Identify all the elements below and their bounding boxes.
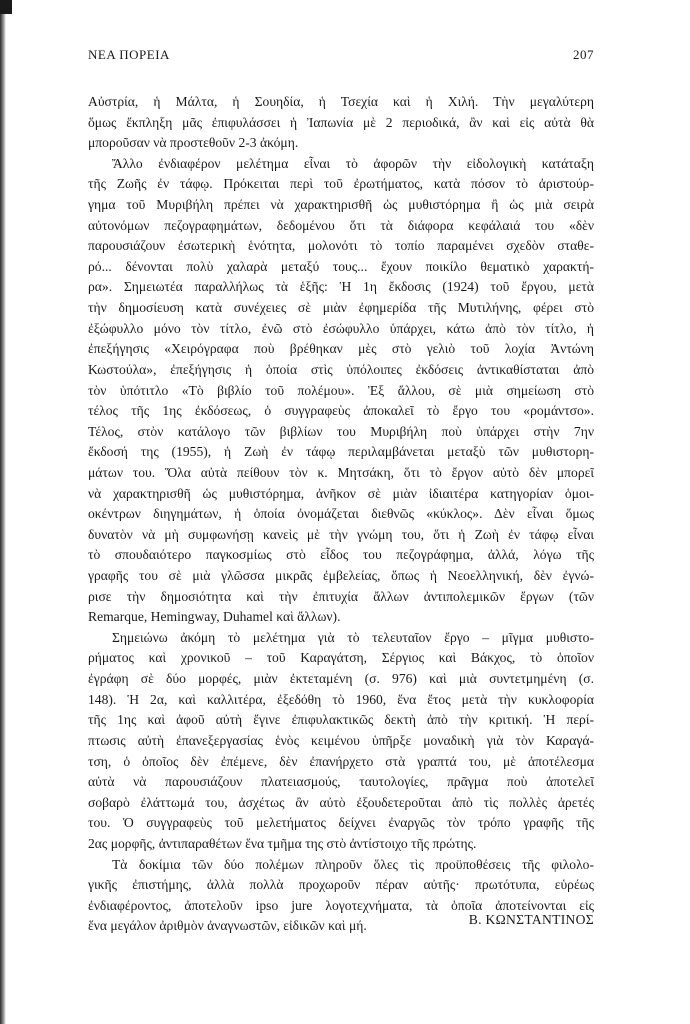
text-line: ὅμως ἔκπληξη μᾶς ἐπιφυλάσσει ἡ Ἰαπωνία μὲ 2 περιοδικά, ἂν καὶ εἰς αὐτὰ θὰ — [88, 114, 594, 130]
text-line: νὰ χαρακτηρισθῆ ὡς μυθιστόρημα, ἀνῆκον σὲ μιὰν ἰδιαιτέρα κατηγορίαν ὁμοι- — [88, 485, 594, 501]
text-line: 2ας μορφῆς, ἀντιπαραθέτων ἕνα τμῆμα της στὸ ἀντίστοιχο τῆς πρώτης. — [88, 835, 477, 851]
text-line: γημα τοῦ Μυριβήλη πρέπει νὰ χαρακτηρισθῆ ὡς μυθιστόρημα ἢ ὡς μιὰ σειρὰ — [88, 197, 594, 213]
page-edge-shadow — [0, 0, 6, 1024]
text-line: Σημειώνω ἀκόμη τὸ μελέτημα γιὰ τὸ τελευταῖον ἔργο – μῖγμα μυθιστο- — [112, 629, 594, 645]
page-corner-mark — [0, 0, 12, 14]
text-line: οκέντρων διηγημάτων, ἡ ὁποία ὀνομάζεται διεθνῶς «κύκλος». Δὲν εἶναι ὅμως — [88, 506, 594, 522]
text-line: τῆς 1ης καὶ ἀφοῦ αὐτὴ ἔγινε ἐπιφυλακτικῶς δεκτὴ ἀπὸ τὴν κριτική. Ἡ περί- — [88, 712, 594, 728]
text-line: αὐτὰ νὰ παρουσιάζουν πλατειασμούς, ταυτολογίες, πρᾶγμα ποὺ ἀποτελεῖ — [88, 774, 594, 790]
text-line: ἐγράφη σὲ δύο μορφές, μιὰν ἐκτεταμένη (σ. 976) καὶ μιὰ συντετμημένη (σ. — [88, 671, 594, 687]
text-line: ἔκδοσή της (1955), ἡ Ζωὴ ἐν τάφῳ περιλαμβάνεται μεταξὺ τῶν μυθιστορη- — [88, 444, 594, 460]
text-line: τέλος τῆς 1ης ἐκδόσεως, ὁ συγγραφεὺς ἀποκαλεῖ τὸ ἔργο του «ρομάντσο». — [88, 403, 594, 419]
text-line: 148). Ἡ 2α, καὶ καλλιτέρα, ἐξεδόθη τὸ 1960, ἕνα ἔτος μετὰ τὴν κυκλοφορία — [88, 691, 594, 707]
text-line: του. Ὁ συγγραφεὺς τοῦ μελετήματος δείχνει ἐναργῶς τὸν τρόπο γραφῆς τῆς — [88, 815, 594, 831]
text-line: τση, ὁ ὁποῖος δὲν ἐπέμενε, δὲν ἐπανήρχετο στὰ γραπτά του, μὲ ἀποτέλεσμα — [88, 753, 594, 769]
text-line: ἐπεξήγησις «Χειρόγραφα ποὺ βρέθηκαν μὲς στὸ γελιὸ τοῦ λοχία Ἀντώνη — [88, 341, 594, 357]
text-line: τὸ σπουδαιότερο παγκοσμίως στὸ εἶδος του πεζογράφημα, ἀλλά, λόγω τῆς — [88, 547, 594, 563]
text-line: μάτων του. Ὅλα αὐτὰ πείθουν τὸν κ. Μητσάκη, ὅτι τὸ ἔργον αὐτὸ δὲν μπορεῖ — [88, 464, 594, 480]
text-line: ρισε τὴν δημοσιότητα καὶ τὴν ἐπιτυχία ἄλλων ἀντιπολεμικῶν ἔργων (τῶν — [88, 588, 594, 604]
body-text — [88, 92, 594, 937]
text-line: παρουσιάζουν ἐσωτερικὴ ἑνότητα, μολονότι τὸ τοπίο παραμένει σχεδὸν σταθε- — [88, 238, 594, 254]
text-line: Αὐστρία, ἡ Μάλτα, ἡ Σουηδία, ἡ Τσεχία καὶ ἡ Χιλή. Τὴν μεγαλύτερη — [88, 94, 594, 109]
text-line: ρήματος καὶ χρονικοῦ – τοῦ Καραγάτση, Σέργιος καὶ Βάκχος, τὸ ὁποῖον — [88, 650, 594, 666]
text-line: Ἄλλο ἐνδιαφέρον μελέτημα εἶναι τὸ ἀφορῶν τὴν εἰδολογικὴ κατάταξη — [112, 155, 594, 171]
text-line: πτωσις αὐτὴ ἐπανεξεργασίας ἑνὸς κειμένου ὑπῆρξε μοναδικὴ γιὰ τὸν Καραγά- — [88, 732, 594, 748]
text-line: Κωστούλα», ἐπεξήγησις ἡ ὁποία στὶς ὑπόλοιπες ἐκδόσεις ἀντικαθίσταται ἀπὸ — [88, 361, 594, 377]
text-line: ἐνδιαφέροντος, ἀποτελοῦν ipso jure λογοτεχνήματα, τὰ ὁποῖα ἀποτείνονται εἰς — [88, 897, 594, 913]
text-line: γραφῆς του σὲ μιὰ γλῶσσα μικρᾶς ἐμβελείας, ὅπως ἡ Νεοελληνική, δὲν ἐγνώ- — [88, 568, 594, 584]
text-line: τὸν ὑπότιτλο «Τὸ βιβλίο τοῦ πολέμου». Ἐξ ἄλλου, σὲ μιὰ σημείωση στὸ — [88, 382, 594, 398]
text-line: δυνατὸν νὰ μὴ συμφωνήσῃ κανεὶς μὲ τὴν γνώμη του, ὅτι ἡ Ζωὴ ἐν τάφῳ εἶναι — [88, 526, 594, 542]
text-line: ρό... δένονται πολὺ χαλαρὰ μεταξύ τους... ἔχουν ποικίλο θεματικὸ χαρακτή- — [88, 258, 594, 274]
text-line: ρα». Σημειωτέα παραλλήλως τὰ ἑξῆς: Ἡ 1η ἔκδοσις (1924) τοῦ ἔργου, μετὰ — [88, 279, 594, 295]
page-number: 207 — [573, 47, 594, 62]
text-line: αὐτονόμων πεζογραφημάτων, δεδομένου ὅτι τὰ διάφορα κεφάλαιά του «δὲν — [88, 217, 594, 233]
text-line: Τέλος, στὸν κατάλογο τῶν βιβλίων του Μυριβήλη ποὺ ὑπάρχει στὴν 7ην — [88, 423, 594, 439]
text-line: σοβαρὸ ἐλάττωμά του, ἀσχέτως ἂν αὐτὸ ἐξουδετεροῦται ἀπὸ τὶς πολλὲς ἀρετές — [88, 794, 594, 810]
text-line: τῆς Ζωῆς ἐν τάφῳ. Πρόκειται περὶ τοῦ ἐρωτήματος, κατὰ πόσον τὸ ἀριστούρ- — [88, 176, 594, 192]
text-line: Τὰ δοκίμια τῶν δύο πολέμων πληροῦν ὅλες τὶς προϋποθέσεις τῆς φιλολο- — [112, 856, 594, 872]
running-head: ΝΕΑ ΠΟΡΕΙΑ — [88, 47, 170, 62]
author-signature: Β. ΚΩΝΣΤΑΝΤΙΝΟΣ — [468, 912, 594, 927]
text-line: γικῆς ἐπιστήμης, ἀλλὰ πολλὰ προχωροῦν πέραν αὐτῆς· πρωτότυπα, εὑρέως — [88, 877, 594, 893]
text-line: τὴν δημοσίευση κατὰ συνέχειες σὲ μιὰν ἐφημερίδα τῆς Μυτιλήνης, φέρει στὸ — [88, 300, 594, 316]
text-line: μποροῦσαν νὰ προστεθοῦν 2-3 ἀκόμη. — [88, 135, 299, 151]
page-header — [88, 47, 594, 67]
text-line: Remarque, Hemingway, Duhamel καὶ ἄλλων). — [88, 609, 341, 625]
text-line: ἕνα μεγάλον ἀριθμὸν ἀναγνωστῶν, εἰδικῶν καὶ μή. — [88, 918, 367, 934]
text-line: ἐξώφυλλο μόνο τὸν τίτλο, ἐνῶ στὸ ἐσώφυλλο ὑπάρχει, κάτω ἀπὸ τὸν τίτλο, ἡ — [88, 320, 594, 336]
